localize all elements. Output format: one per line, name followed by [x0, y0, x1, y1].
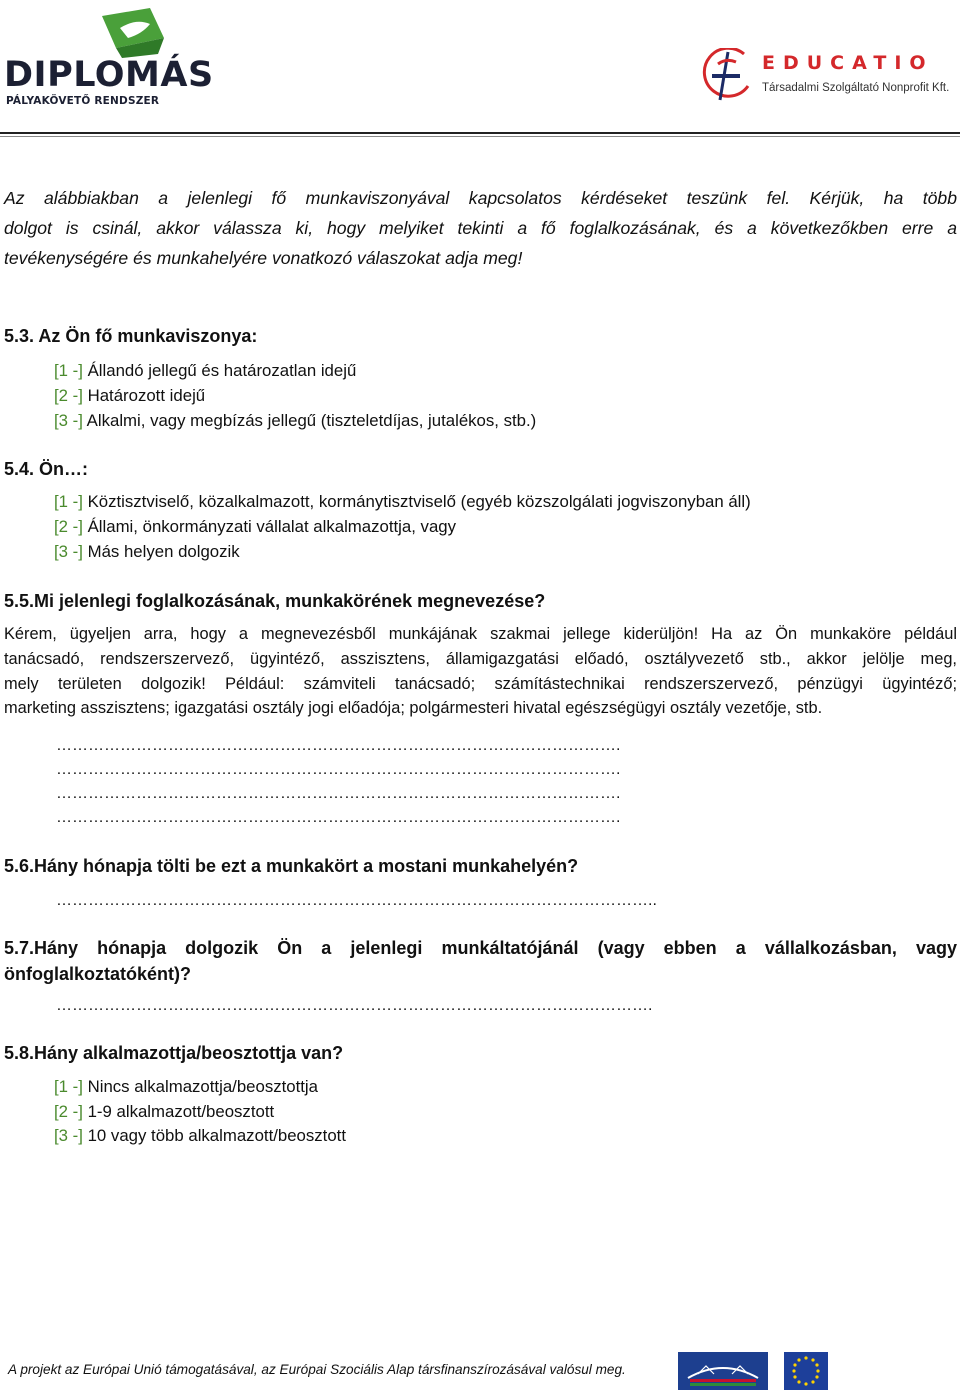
- q55-instruction-line-4: marketing asszisztens; igazgatási osztály jogi előadója; polgármesteri hivatal egészségügyi osztály vezetője, stb.: [4, 699, 823, 717]
- option-code: [3 -]: [54, 542, 83, 561]
- educatio-logo: [698, 46, 960, 106]
- q55-answer-line-2[interactable]: …………………………………………………………………………………………….: [56, 761, 621, 778]
- option-code: [1 -]: [54, 1077, 83, 1096]
- q53-option-1[interactable]: [54, 363, 356, 380]
- q54-option-1[interactable]: [54, 494, 751, 511]
- question-5-4-title: 5.4. Ön…:: [4, 459, 89, 479]
- option-label: Alkalmi, vagy megbízás jellegű (tiszteletdíjas, jutalékos, stb.): [86, 411, 537, 430]
- option-label: Köztisztviselő, közalkalmazott, kormánytisztviselő (egyéb közszolgálati jogviszonyban áll): [87, 492, 751, 511]
- q55-instruction-line-3: mely területen dolgozik! Például: számviteli tanácsadó; számítástechnikai rendszerszervező, pénzügyi ügyintéző;: [4, 675, 957, 693]
- option-code: [2 -]: [54, 386, 83, 405]
- diplomas-emblem-icon: [98, 8, 168, 58]
- q55-answer-line-4[interactable]: …………………………………………………………………………………………….: [56, 809, 621, 826]
- question-5-6-title: 5.6.Hány hónapja tölti be ezt a munkakört a mostani munkahelyén?: [4, 856, 579, 876]
- option-code: [3 -]: [54, 1126, 83, 1145]
- intro-line-1: Az alábbiakban a jelenlegi fő munkaviszonyával kapcsolatos kérdéseket teszünk fel. Kérjük, ha több: [4, 188, 957, 208]
- header-divider-thin: [0, 136, 960, 137]
- question-5-7-title-line-1: 5.7.Hány hónapja dolgozik Ön a jelenlegi munkáltatójánál (vagy ebben a vállalkozásban, vagy: [4, 938, 957, 958]
- diplomas-logo-name: DIPLOMÁS: [4, 55, 214, 95]
- intro-line-2: dolgot is csinál, akkor válassza ki, hogy melyiket tekinti a fő foglalkozásának, és a következőkben erre a: [4, 218, 957, 238]
- intro-line-3: tevékenységére és munkahelyére vonatkozó válaszokat adja meg!: [4, 248, 523, 268]
- q53-option-3[interactable]: [54, 413, 536, 430]
- option-label: 10 vagy több alkalmazott/beosztott: [87, 1126, 346, 1145]
- uj-magyarorszag-logo-icon: [678, 1352, 768, 1390]
- option-code: [3 -]: [54, 411, 83, 430]
- question-5-8-title: 5.8.Hány alkalmazottja/beosztottja van?: [4, 1043, 344, 1063]
- q55-instruction-line-1: Kérem, ügyeljen arra, hogy a megnevezésből munkájának szakmai jellege kiderüljön! Ha az Ön munkaköre például: [4, 625, 957, 643]
- option-code: [2 -]: [54, 517, 83, 536]
- option-label: Nincs alkalmazottja/beosztottja: [87, 1077, 318, 1096]
- educatio-logo-subtitle: Társadalmi Szolgáltató Nonprofit Kft.: [762, 82, 950, 94]
- option-code: [1 -]: [54, 492, 83, 511]
- header-divider: [0, 132, 960, 134]
- q54-option-3[interactable]: [54, 544, 240, 561]
- q58-option-1[interactable]: [54, 1079, 318, 1096]
- eu-flag-icon: [784, 1352, 828, 1390]
- q55-answer-line-3[interactable]: …………………………………………………………………………………………….: [56, 785, 621, 802]
- q55-answer-line-1[interactable]: …………………………………………………………………………………………….: [56, 737, 621, 754]
- option-label: Más helyen dolgozik: [87, 542, 240, 561]
- option-code: [2 -]: [54, 1102, 83, 1121]
- q53-option-2[interactable]: [54, 388, 205, 405]
- option-label: Állami, önkormányzati vállalat alkalmazottja, vagy: [87, 517, 457, 536]
- footer-text: A projekt az Európai Unió támogatásával, az Európai Szociális Alap társfinanszírozásával valósul meg.: [8, 1362, 626, 1377]
- question-5-3-title: 5.3. Az Ön fő munkaviszonya:: [4, 326, 258, 346]
- question-5-5-title: 5.5.Mi jelenlegi foglalkozásának, munkakörének megnevezése?: [4, 591, 546, 611]
- diplomas-logo-subtitle: PÁLYAKÖVETŐ RENDSZER: [6, 95, 160, 107]
- q54-option-2[interactable]: [54, 519, 456, 536]
- q56-answer-line[interactable]: …………………………………………………………………………………………………..: [56, 892, 657, 909]
- option-code: [1 -]: [54, 361, 83, 380]
- q58-option-3[interactable]: [54, 1128, 346, 1145]
- educatio-logo-name: EDUCATIO: [762, 52, 934, 74]
- option-label: 1-9 alkalmazott/beosztott: [87, 1102, 275, 1121]
- q57-answer-line[interactable]: ………………………………………………………………………………………………….: [56, 997, 653, 1014]
- question-5-7-title-line-2: önfoglalkoztatóként)?: [4, 964, 191, 984]
- q58-option-2[interactable]: [54, 1104, 274, 1121]
- educatio-emblem-icon: [698, 48, 754, 102]
- diplomas-logo: [4, 6, 214, 107]
- option-label: Határozott idejű: [87, 386, 206, 405]
- option-label: Állandó jellegű és határozatlan idejű: [87, 361, 357, 380]
- q55-instruction-line-2: tanácsadó, rendszerszervező, ügyintéző, asszisztens, államigazgatási előadó, osztályvezető stb., akkor jelölje meg,: [4, 650, 957, 668]
